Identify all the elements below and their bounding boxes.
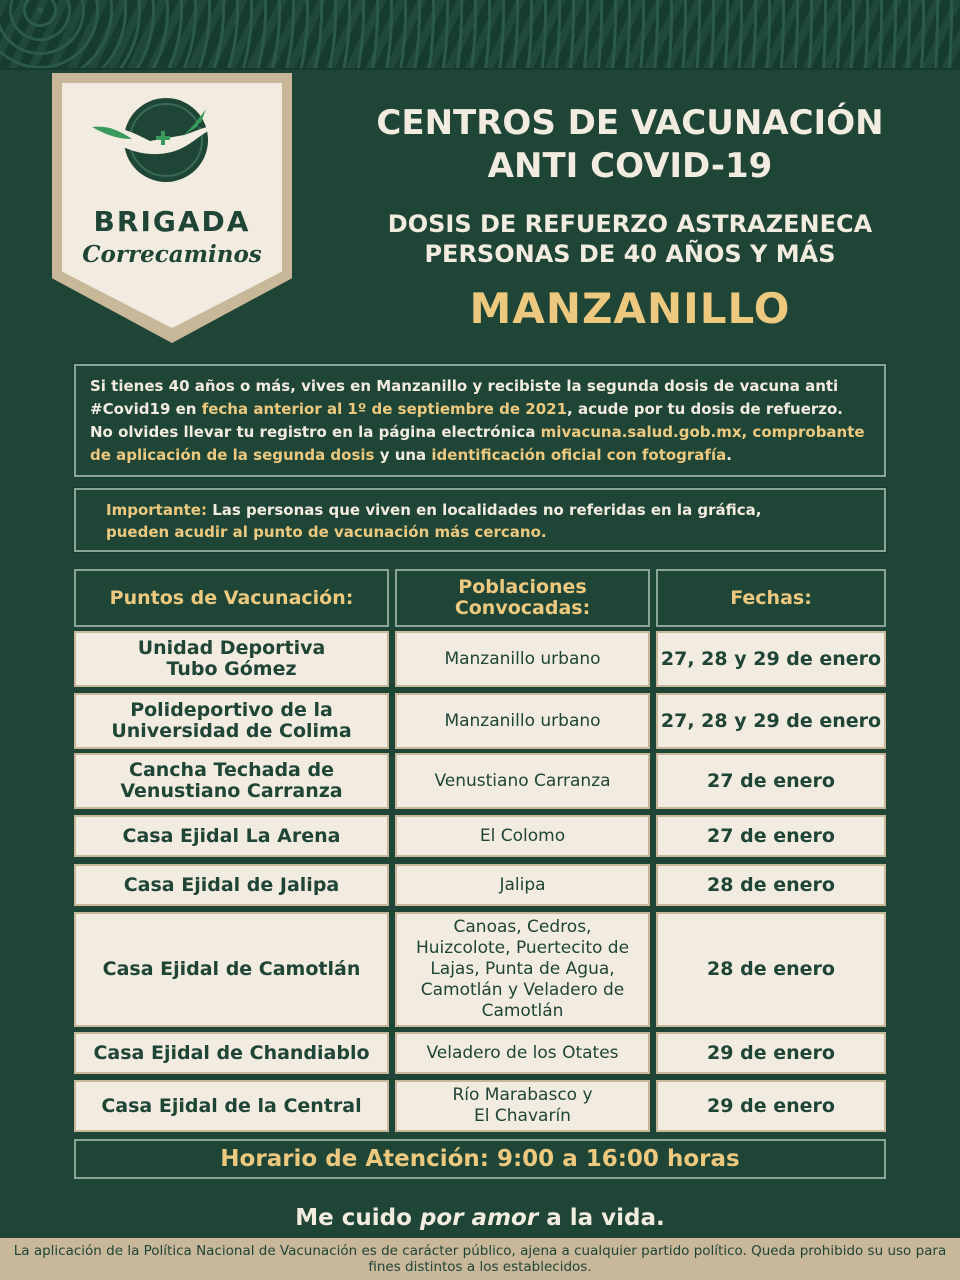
table-cell-date: 27 de enero [656,815,886,857]
table-cell-population: Jalipa [395,864,650,906]
important-text-1: Las personas que viven en localidades no referidas en la gráfica, [206,501,762,519]
vaccination-table [74,569,886,1132]
slogan-text-2: a la vida. [538,1205,665,1231]
slogan [0,1205,960,1231]
legal-footer: La aplicación de la Política Nacional de Vacunación es de carácter público, ajena a cualquier partido político. Queda prohibido su uso para fines distintos a los establecidos. [0,1238,960,1280]
table-header-dates: Fechas: [656,569,886,627]
table-cell-population: Canoas, Cedros, Huizcolote, Puertecito de Lajas, Punta de Agua, Camotlán y Veladero de Camotlán [395,912,650,1027]
table-header-points: Puntos de Vacunación: [74,569,389,627]
info-text-2: , acude por tu dosis de refuerzo. No olvides llevar tu registro en la página electrónica [90,400,844,441]
info-highlight-requirements: mivacuna.salud.gob.mx, comprobante de aplicación de la segunda dosis [90,423,865,464]
important-box [74,488,886,552]
info-text-3: y una [374,446,432,464]
slogan-text-1: Me cuido [295,1205,420,1231]
table-cell-point: Casa Ejidal de Chandiablo [74,1032,389,1074]
city-name: MANZANILLO [469,284,791,333]
table-cell-point: Cancha Techada de Venustiano Carranza [74,753,389,809]
table-cell-population: Manzanillo urbano [395,693,650,749]
info-highlight-date: fecha anterior al 1º de septiembre de 2021 [201,400,568,418]
page-title-line2: ANTI COVID-19 [487,146,773,186]
table-cell-population: Venustiano Carranza [395,753,650,809]
decorative-top-band [0,0,960,70]
table-cell-population: Río Marabasco y El Chavarín [395,1080,650,1132]
subtitle-line1: DOSIS DE REFUERZO ASTRAZENECA [387,210,873,238]
info-highlight-id: identificación oficial con fotografía [431,446,727,464]
table-cell-date: 28 de enero [656,864,886,906]
table-cell-population: Veladero de los Otates [395,1032,650,1074]
subtitle-line2: PERSONAS DE 40 AÑOS Y MÁS [424,240,836,268]
info-paragraph [90,375,870,467]
table-cell-population: Manzanillo urbano [395,631,650,687]
table-cell-date: 28 de enero [656,912,886,1027]
schedule-bar: Horario de Atención: 9:00 a 16:00 horas [74,1139,886,1179]
table-cell-date: 27 de enero [656,753,886,809]
brigada-badge [52,73,292,343]
table-cell-date: 29 de enero [656,1080,886,1132]
table-cell-point: Casa Ejidal de la Central [74,1080,389,1132]
table-cell-date: 27, 28 y 29 de enero [656,631,886,687]
top-band-divider [0,68,960,70]
important-label: Importante: [106,501,207,519]
important-text-2: pueden acudir al punto de vacunación más cercano. [106,523,547,541]
table-cell-point: Polideportivo de la Universidad de Colima [74,693,389,749]
table-cell-point: Casa Ejidal La Arena [74,815,389,857]
table-cell-point: Unidad Deportiva Tubo Gómez [74,631,389,687]
table-cell-point: Casa Ejidal de Jalipa [74,864,389,906]
table-cell-population: El Colomo [395,815,650,857]
table-header-populations: Poblaciones Convocadas: [395,569,650,627]
info-text-1: Si tienes 40 años o más, vives en Manzanillo y recibiste la segunda dosis de vacuna anti #Covid19 en [90,377,839,418]
table-cell-date: 27, 28 y 29 de enero [656,693,886,749]
info-text-4: . [726,446,732,464]
badge-title: BRIGADA [93,205,251,238]
slogan-italic: por amor [419,1205,539,1231]
roadrunner-logo-icon [88,95,238,190]
page-title-line1: CENTROS DE VACUNACIÓN [376,103,884,143]
important-paragraph [106,499,854,543]
table-cell-date: 29 de enero [656,1032,886,1074]
table-cell-point: Casa Ejidal de Camotlán [74,912,389,1027]
badge-subtitle: Correcaminos [82,241,262,268]
info-box [74,364,886,477]
